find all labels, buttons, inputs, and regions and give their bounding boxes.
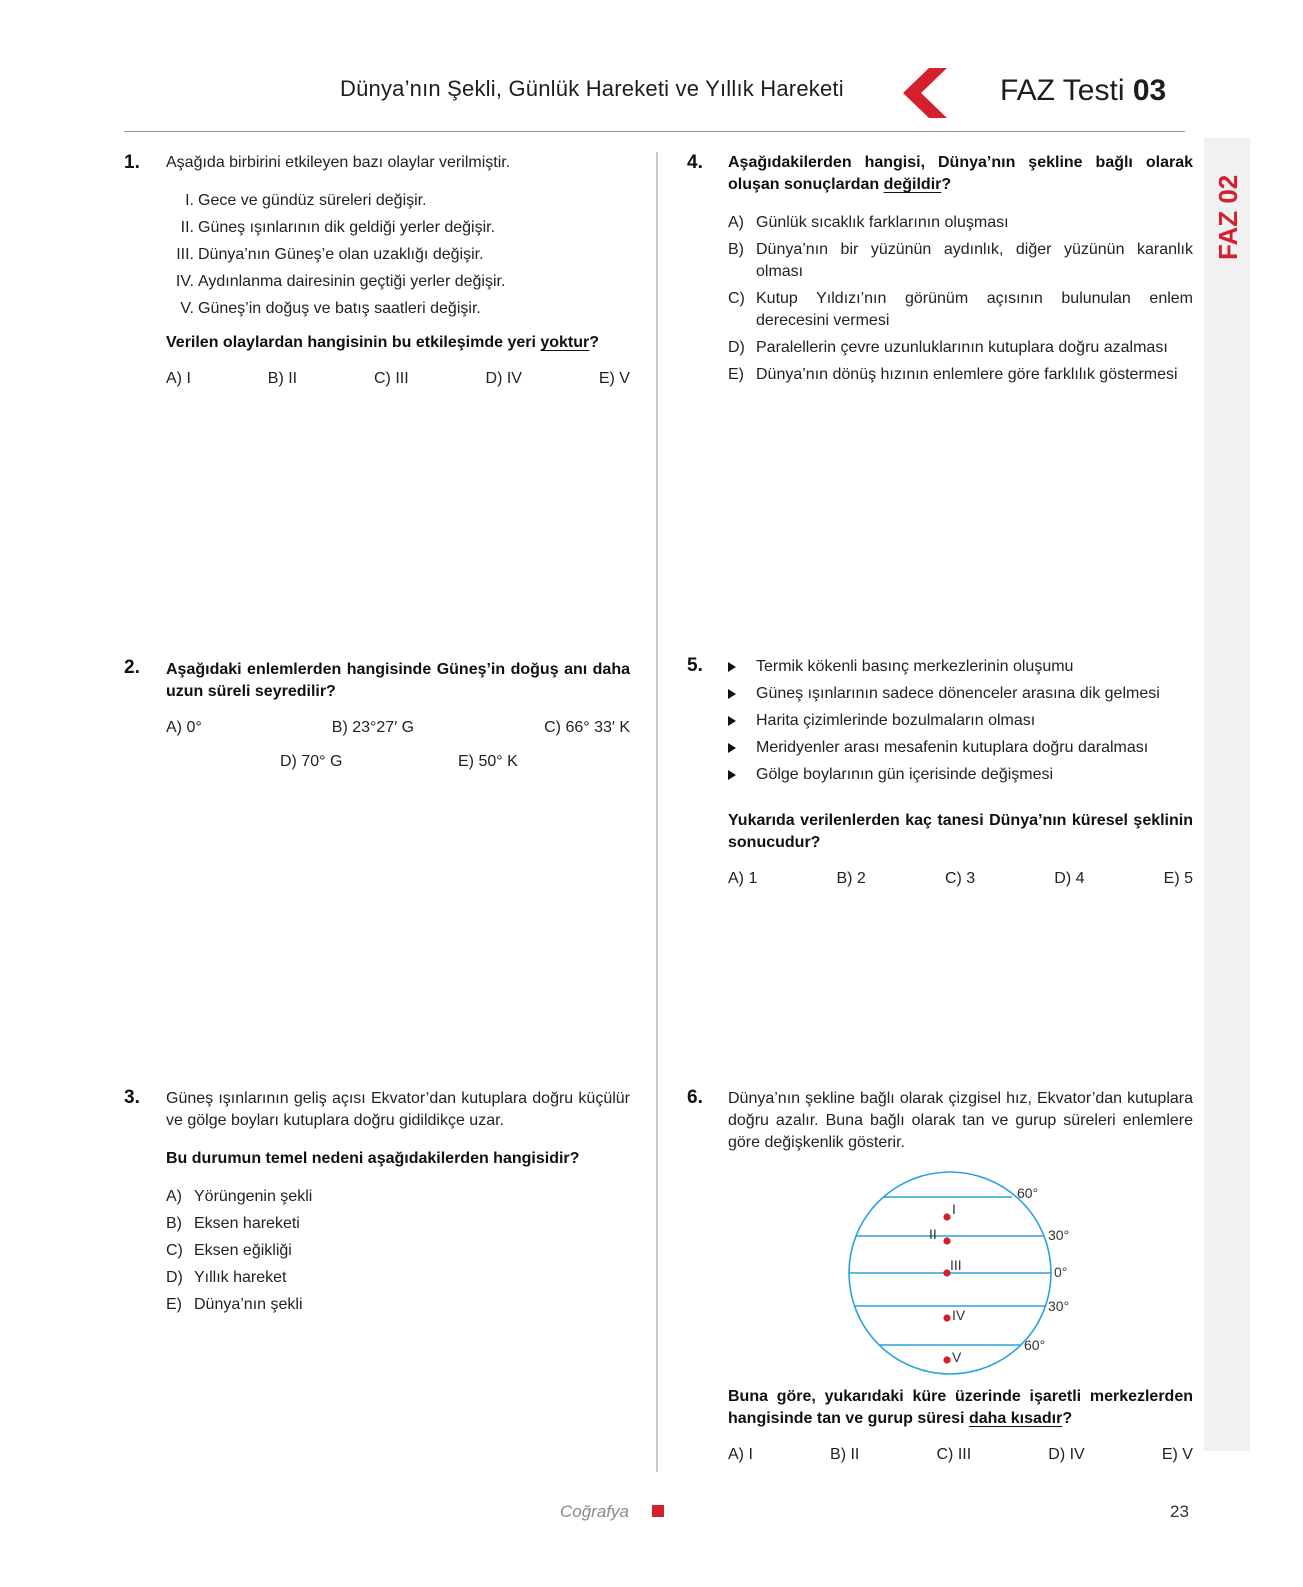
latitude-label: 60° [1017, 1185, 1039, 1201]
option-e[interactable]: E) Dünya’nın şekli [166, 1296, 303, 1313]
question-1-statements [166, 190, 630, 320]
option-b[interactable]: B) 2 [836, 870, 866, 887]
option-c[interactable]: C) 3 [944, 870, 976, 887]
question-6-number: 6. [687, 1087, 703, 1108]
point-marker [943, 1213, 950, 1220]
statement-4: IV. Aydınlanma dairesinin geçtiği yerler değişir. [175, 273, 506, 290]
option-d[interactable]: D) Yıllık hareket [166, 1269, 287, 1286]
question-4-options [728, 212, 1193, 386]
triangle-bullet-icon [728, 770, 736, 780]
question-3-prompt: Bu durumun temel nedeni aşağıdakilerden hangisidir? [166, 1150, 580, 1167]
square-icon [652, 1505, 664, 1517]
question-5-number: 5. [687, 655, 703, 676]
statement-2: II. Güneş ışınlarının dik geldiği yerler değişir. [180, 219, 496, 236]
question-6-intro-wrap [728, 1088, 1193, 1154]
option-a[interactable]: A) Yörüngenin şekli [166, 1188, 313, 1205]
globe-latitude-diagram [840, 1160, 1080, 1390]
triangle-bullet-icon [728, 743, 736, 753]
test-label: FAZ Testi [1000, 74, 1125, 107]
point-label: V [952, 1349, 962, 1365]
option-b[interactable]: B) 23°27′ G [331, 719, 415, 736]
question-6-body [728, 1386, 1193, 1464]
question-4-prompt: Aşağıdakilerden hangisi, Dünya’nın şekline bağlı olarak oluşan sonuçlardan değildir? [728, 154, 1193, 193]
point-label: I [952, 1201, 956, 1217]
latitude-label: 30° [1048, 1227, 1070, 1243]
list-item: Termik kökenli basınç merkezlerinin oluşumu [724, 656, 1193, 678]
list-item: Meridyenler arası mesafenin kutuplara doğru daralması [724, 737, 1193, 759]
option-a[interactable]: A) Günlük sıcaklık farklarının oluşması [728, 214, 1009, 231]
triangle-bullet-icon [728, 689, 736, 699]
column-divider [656, 152, 658, 1472]
option-d[interactable]: D) 4 [1054, 870, 1085, 887]
option-c[interactable]: C) Kutup Yıldızı’nın görünüm açısının bulunulan enlem derecesini vermesi [728, 290, 1193, 329]
test-title [1000, 74, 1166, 108]
point-marker [943, 1314, 950, 1321]
option-b[interactable]: B) II [830, 1446, 860, 1463]
side-strip [1204, 138, 1250, 1451]
footer-subject: Coğrafya [560, 1502, 629, 1521]
list-item: Gölge boylarının gün içerisinde değişmesi [724, 764, 1193, 786]
side-tab-text: FAZ 02 [1213, 174, 1243, 260]
option-a[interactable]: A) 0° [166, 719, 202, 736]
point-marker [943, 1237, 950, 1244]
question-5-body [728, 810, 1193, 888]
option-b[interactable]: B) II [267, 370, 298, 387]
option-a[interactable]: A) I [728, 1446, 753, 1463]
question-1 [166, 152, 630, 388]
option-e[interactable]: E) V [598, 370, 630, 387]
question-3-intro: Güneş ışınlarının geliş açısı Ekvator’dan kutuplara doğru küçülür ve gölge boyları kutuplara doğru gidildikçe uzar. [166, 1090, 630, 1129]
option-e[interactable]: E) 50° K [458, 753, 518, 770]
question-4-number: 4. [687, 152, 703, 173]
question-3-options [166, 1186, 630, 1316]
option-c[interactable]: C) III [373, 370, 409, 387]
option-e[interactable]: E) Dünya’nın dönüş hızının enlemlere göre farklılık göstermesi [728, 366, 1178, 383]
option-a[interactable]: A) I [166, 370, 191, 387]
option-d[interactable]: D) Paralellerin çevre uzunluklarının kutuplara doğru azalması [728, 339, 1168, 356]
question-2 [166, 659, 630, 775]
option-a[interactable]: A) 1 [728, 870, 758, 887]
question-1-options [166, 370, 630, 388]
question-1-intro: Aşağıda birbirini etkileyen bazı olaylar verilmiştir. [166, 154, 511, 171]
option-c[interactable]: C) 66° 33′ K [544, 719, 630, 736]
option-c[interactable]: C) Eksen eğikliği [166, 1242, 292, 1259]
question-2-prompt: Aşağıdaki enlemlerden hangisinde Güneş’in doğuş anı daha uzun süreli seyredilir? [166, 661, 630, 700]
chevron-left-icon [903, 68, 947, 118]
page-header-title: Dünya’nın Şekli, Günlük Hareketi ve Yıllık Hareketi [340, 76, 844, 101]
question-1-prompt: Verilen olaylardan hangisinin bu etkileşimde yeri yoktur? [166, 334, 600, 351]
question-5-options [728, 870, 1193, 888]
page-number: 23 [1170, 1502, 1189, 1521]
question-5-items [724, 656, 1193, 786]
statement-1: I. Gece ve gündüz süreleri değişir. [185, 192, 427, 209]
list-item: Harita çizimlerinde bozulmaların olması [724, 710, 1193, 732]
option-b[interactable]: B) Dünya’nın bir yüzünün aydınlık, diğer yüzünün karanlık olması [728, 241, 1193, 280]
latitude-label: 60° [1024, 1337, 1046, 1353]
option-e[interactable]: E) V [1161, 1446, 1193, 1463]
question-3-number: 3. [124, 1087, 140, 1108]
point-label: II [929, 1226, 937, 1242]
option-e[interactable]: E) 5 [1163, 870, 1193, 887]
question-2-options-row1 [166, 719, 630, 737]
header-divider [124, 131, 1185, 132]
option-d[interactable]: D) 70° G [280, 753, 343, 770]
question-5 [724, 656, 1193, 791]
option-d[interactable]: D) IV [485, 370, 522, 387]
point-label: III [950, 1257, 962, 1273]
option-b[interactable]: B) Eksen hareketi [166, 1215, 300, 1232]
side-tab-label [1204, 138, 1250, 268]
statement-5: V. Güneş’in doğuş ve batış saatleri değişir. [180, 300, 481, 317]
question-6-options [728, 1446, 1193, 1464]
question-5-prompt: Yukarıda verilenlerden kaç tanesi Dünya’nın küresel şeklinin sonucudur? [728, 812, 1193, 851]
question-1-number: 1. [124, 152, 140, 173]
triangle-bullet-icon [728, 662, 736, 672]
question-6-prompt: Buna göre, yukarıdaki küre üzerinde işaretli merkezlerden hangisinde tan ve gurup süresi daha kısadır? [728, 1388, 1193, 1427]
list-item: Güneş ışınlarının sadece dönenceler arasına dik gelmesi [724, 683, 1193, 705]
latitude-label: 0° [1054, 1264, 1068, 1280]
latitude-label: 30° [1048, 1298, 1070, 1314]
option-d[interactable]: D) IV [1048, 1446, 1085, 1463]
point-label: IV [952, 1307, 966, 1323]
triangle-bullet-icon [728, 716, 736, 726]
question-4 [728, 152, 1193, 391]
question-2-number: 2. [124, 657, 140, 678]
question-2-options-row2 [166, 753, 630, 775]
test-number: 03 [1132, 74, 1167, 107]
statement-3: III. Dünya’nın Güneş’e olan uzaklığı değişir. [176, 246, 484, 263]
question-6-intro: Dünya’nın şekline bağlı olarak çizgisel hız, Ekvator’dan kutuplara doğru azalır. Buna bağlı olarak tan ve gurup süreleri enlemlere göre değişkenlik gösterir. [728, 1090, 1193, 1151]
option-c[interactable]: C) III [936, 1446, 972, 1463]
question-3 [166, 1088, 630, 1321]
point-marker [943, 1356, 950, 1363]
